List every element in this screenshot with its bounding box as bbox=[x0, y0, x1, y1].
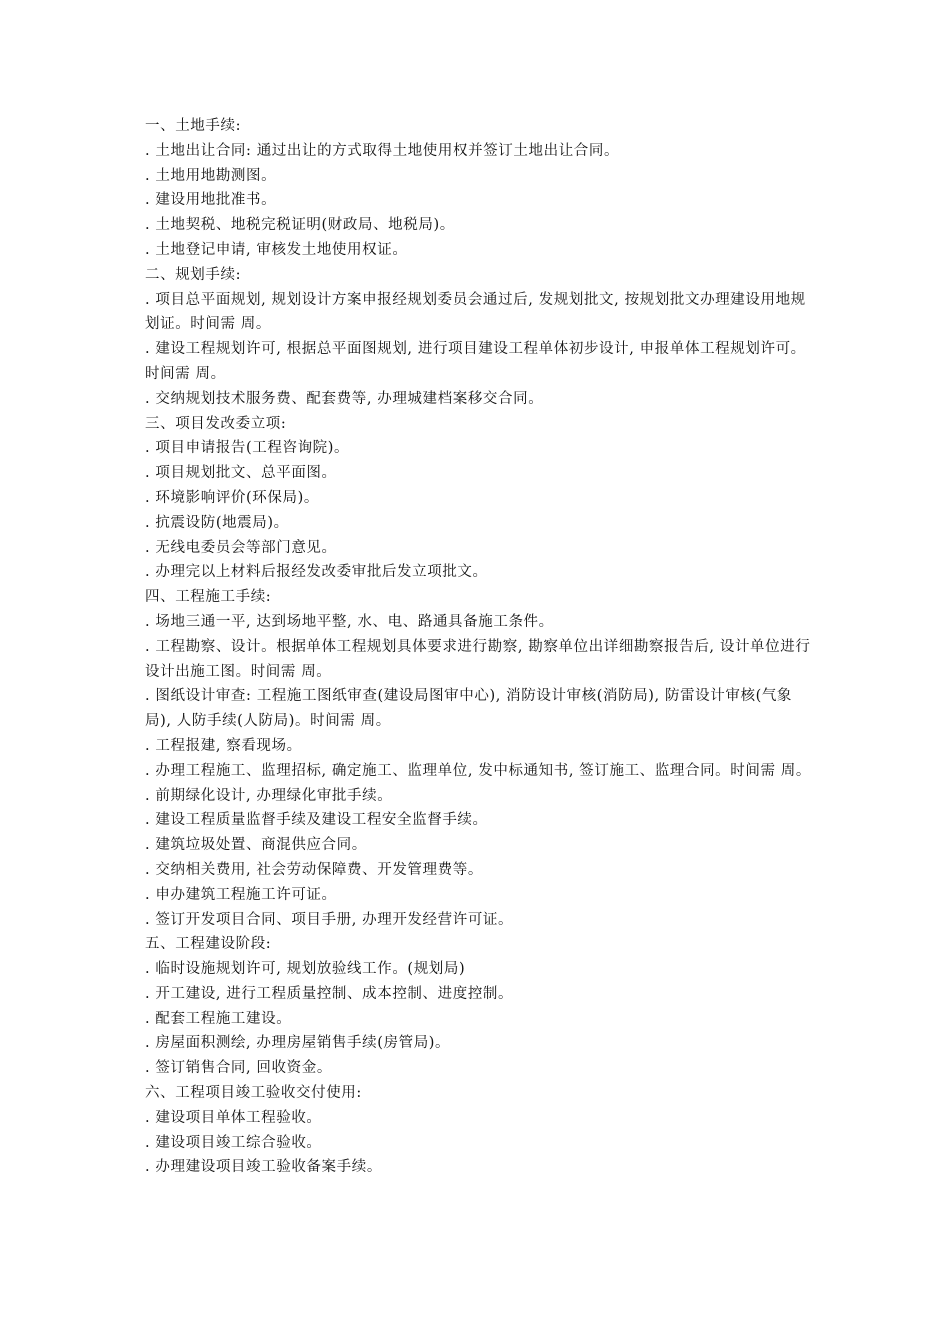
list-item: . 建设项目竣工综合验收。 bbox=[145, 1134, 322, 1151]
list-item: . 交纳相关费用, 社会劳动保障费、开发管理费等。 bbox=[145, 861, 483, 878]
list-item: . 建设工程规划许可, 根据总平面图规划, 进行项目建设工程单体初步设计, 申报单体工程规划许可。时间需 周。 bbox=[145, 341, 806, 382]
list-item: . 临时设施规划许可, 规划放验线工作。(规划局) bbox=[145, 961, 466, 978]
list-item: . 申办建筑工程施工许可证。 bbox=[145, 886, 337, 903]
section-title: 三、项目发改委立项: bbox=[145, 415, 287, 432]
list-item: . 图纸设计审查: 工程施工图纸审查(建设局图审中心), 消防设计审核(消防局), 防雷设计审核(气象局), 人防手续(人防局)。时间需 周。 bbox=[145, 688, 793, 730]
section-construction-procedures bbox=[145, 585, 813, 932]
list-item: . 签订销售合同, 回收资金。 bbox=[145, 1060, 332, 1077]
list-item: . 土地用地勘测图。 bbox=[145, 167, 277, 184]
list-item: . 建设项目单体工程验收。 bbox=[145, 1109, 322, 1126]
list-item: . 无线电委员会等部门意见。 bbox=[145, 539, 337, 556]
list-item: . 环境影响评价(环保局)。 bbox=[145, 489, 319, 506]
list-item: . 工程报建, 察看现场。 bbox=[145, 737, 302, 754]
list-item: . 开工建设, 进行工程质量控制、成本控制、进度控制。 bbox=[145, 985, 514, 1002]
section-construction-stage bbox=[145, 932, 813, 1081]
section-land bbox=[145, 114, 813, 263]
list-item: . 配套工程施工建设。 bbox=[145, 1010, 292, 1027]
list-item: . 项目规划批文、总平面图。 bbox=[145, 465, 337, 482]
section-completion-acceptance bbox=[145, 1081, 813, 1180]
section-title: 二、规划手续: bbox=[145, 266, 242, 283]
list-item: . 场地三通一平, 达到场地平整, 水、电、路通具备施工条件。 bbox=[145, 613, 554, 630]
list-item: . 签订开发项目合同、项目手册, 办理开发经营许可证。 bbox=[145, 911, 514, 928]
section-title: 四、工程施工手续: bbox=[145, 589, 272, 606]
section-approval bbox=[145, 412, 813, 586]
list-item: . 前期绿化设计, 办理绿化审批手续。 bbox=[145, 787, 393, 804]
section-title: 五、工程建设阶段: bbox=[145, 936, 272, 953]
list-item: . 工程勘察、设计。根据单体工程规划具体要求进行勘察, 勘察单位出详细勘察报告后, 设计单位进行设计出施工图。时间需 周。 bbox=[145, 638, 811, 680]
list-item: . 项目总平面规划, 规划设计方案申报经规划委员会通过后, 发规划批文, 按规划批文办理建设用地规划证。时间需 周。 bbox=[145, 291, 806, 333]
list-item: . 房屋面积测绘, 办理房屋销售手续(房管局)。 bbox=[145, 1035, 451, 1052]
list-item: . 建设工程质量监督手续及建设工程安全监督手续。 bbox=[145, 812, 488, 829]
list-item: . 土地契税、地税完税证明(财政局、地税局)。 bbox=[145, 217, 455, 234]
list-item: . 交纳规划技术服务费、配套费等, 办理城建档案移交合同。 bbox=[145, 390, 544, 407]
section-title: 六、工程项目竣工验收交付使用: bbox=[145, 1085, 362, 1102]
list-item: . 抗震设防(地震局)。 bbox=[145, 514, 289, 531]
list-item: . 项目申请报告(工程咨询院)。 bbox=[145, 440, 350, 457]
list-item: . 土地登记申请, 审核发土地使用权证。 bbox=[145, 241, 408, 258]
section-title: 一、土地手续: bbox=[145, 118, 242, 134]
list-item: . 办理工程施工、监理招标, 确定施工、监理单位, 发中标通知书, 签订施工、监理合同。时间需 周。 bbox=[145, 762, 811, 779]
list-item: . 建筑垃圾处置、商混供应合同。 bbox=[145, 837, 367, 854]
list-item: . 办理建设项目竣工验收备案手续。 bbox=[145, 1159, 382, 1176]
list-item: . 办理完以上材料后报经发改委审批后发立项批文。 bbox=[145, 564, 488, 581]
list-item: . 土地出让合同: 通过出让的方式取得土地使用权并签订土地出让合同。 bbox=[145, 142, 620, 159]
document-body bbox=[145, 114, 813, 1180]
section-planning bbox=[145, 263, 813, 412]
list-item: . 建设用地批准书。 bbox=[145, 192, 277, 209]
